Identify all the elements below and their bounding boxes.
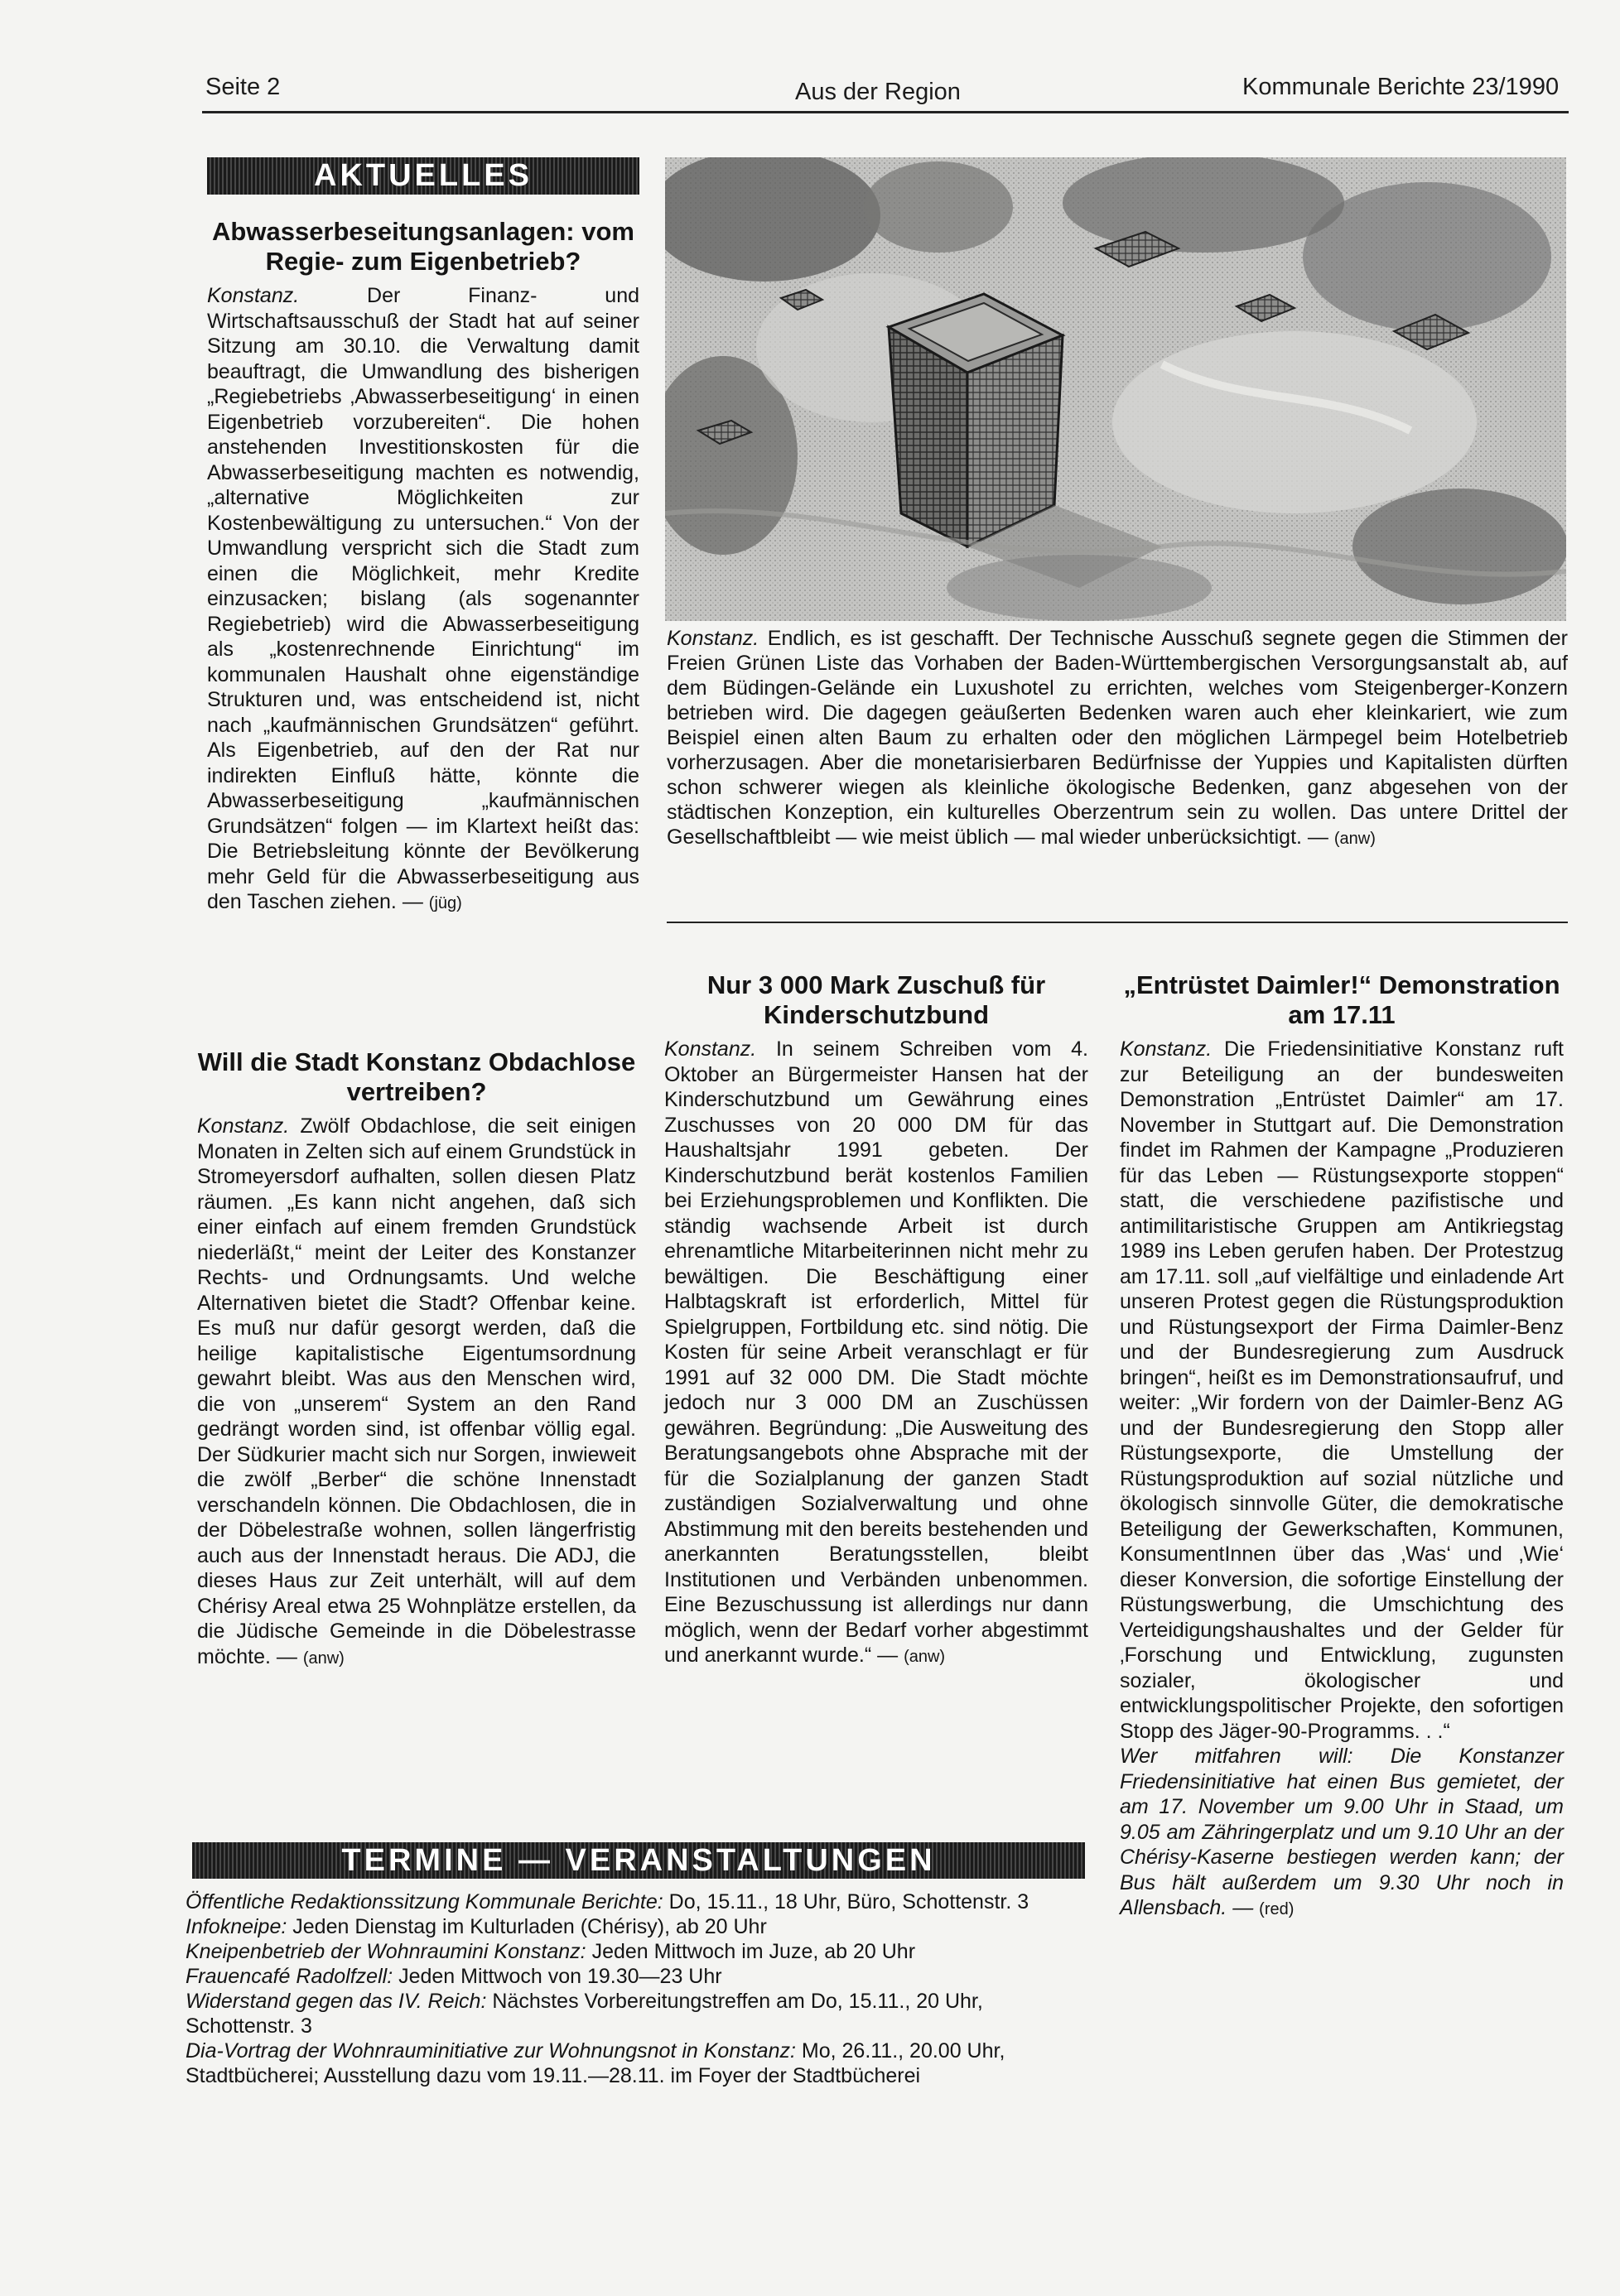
article-obdachlose-body: Zwölf Obdachlose, die seit einigen Monaten in Zelten sich auf einem Grundstück in Stromeyersdorf aufhalten, sollen diesen Platz räumen. „Es kann nicht angehen, daß sich einer einfach auf einem fremden Grundstück niederläßt,“ meint der Leiter des Konstanzer Rechts- und Ordnungsamts. Und welche Alternativen bietet die Stadt? Offenbar keine. Es muß nur dafür gesorgt werden, daß die heilige kapitalistische Eigentumsordnung gewahrt bleibt. Was aus den Menschen wird, die von „unserem“ System an den Rand gedrängt worden sind, ist offenbar völlig egal. Der Südkurier macht sich nur Sorgen, inwieweit die zwölf „Berber“ die schöne Innenstadt verschandeln können. Die Obdachlosen, die in der Döbelestraße wohnen, sollen längerfristig auch aus der Innenstadt heraus. Die ADJ, die dieses Haus zur Zeit unterhält, will auf dem Chérisy Areal etwa 25 Wohnplätze erstellen, da die Jüdische Gemeinde in die Döbelestrasse möchte. —	[197, 1114, 636, 1668]
event-title: Infokneipe:	[186, 1915, 287, 1938]
photo-caption-body: Endlich, es ist geschafft. Der Technische Ausschuß segnete gegen die Stimmen der Freien Grünen Liste das Vorhaben der Baden-Württembergischen Versorgungsanstalt ab, auf dem Büdingen-Gelände ein Luxushotel zu errichten, welches vom Steigenberger-Konzern betrieben wird. Die dagegen geäußerten Bedenken waren auch eher kleinkariert, wie zum Beispiel einen alten Baum zu erhalten oder den möglichen Lärmpegel beim Hotelbetrieb vorherzusagen. Aber die monetarisierbaren Bedürfnisse der Yuppies und Kapitalisten dürften schon schwerer wiegen als kleinliche ökologische Bedenken, ganz abgesehen von der städtischen Konzeption, ein kulturelles Oberzentrum sein zu wollen. Das untere Drittel der Gesellschaftbleibt — wie meist üblich — mal wieder unberücksichtigt. —	[667, 627, 1568, 849]
event-title: Frauencafé Radolfzell:	[186, 1965, 393, 1988]
event-item	[186, 1889, 1088, 1914]
caption-rule	[667, 922, 1568, 923]
page-number: Seite 2	[205, 74, 281, 100]
article-obdachlose-headline: Will die Stadt Konstanz Obdachlose vertreiben?	[197, 1047, 636, 1106]
article-daimler-place: Konstanz.	[1120, 1037, 1213, 1061]
article-obdachlose-place: Konstanz.	[197, 1114, 290, 1138]
event-detail: Do, 15.11., 18 Uhr, Büro, Schottenstr. 3	[668, 1890, 1029, 1913]
article-kinderschutz-headline: Nur 3 000 Mark Zuschuß für Kinderschutzbund	[706, 970, 1046, 1029]
photo-hotel-site-image	[665, 157, 1566, 621]
event-detail: Mo, 26.11., 20.00 Uhr, Stadtbücherei; Ausstellung dazu vom 19.11.—28.11. im Foyer der Stadtbücherei	[186, 2039, 1005, 2087]
article-daimler-headline: „Entrüstet Daimler!“ Demonstration am 17.11	[1123, 970, 1560, 1029]
article-abwasser-signature: (jüg)	[428, 894, 462, 912]
article-daimler-note: Wer mitfahren will: Die Konstanzer Friedensinitiative hat einen Bus gemietet, der am 17. November um 9.00 Uhr in Staad, um 9.05 am Zähringerplatz und um 9.10 Uhr an der Chérisy-Kaserne bestiegen werden kann; der Bus hält außerdem um 9.30 Uhr noch in Allensbach. —	[1120, 1745, 1564, 1919]
article-abwasser-place: Konstanz.	[207, 284, 300, 307]
event-item	[186, 1939, 1088, 1964]
article-daimler	[1120, 970, 1564, 1923]
event-item	[186, 2038, 1088, 2088]
banner-aktuelles-label: AKTUELLES	[314, 158, 533, 193]
banner-termine	[192, 1842, 1085, 1879]
event-item	[186, 1914, 1088, 1939]
photo-caption-place: Konstanz.	[667, 627, 759, 650]
event-detail: Jeden Dienstag im Kulturladen (Chérisy), ab 20 Uhr	[292, 1915, 767, 1938]
event-title: Kneipenbetrieb der Wohnraumini Konstanz:	[186, 1940, 586, 1963]
events-list	[186, 1889, 1088, 2088]
article-kinderschutz	[664, 970, 1088, 1670]
event-title: Widerstand gegen das IV. Reich:	[186, 1990, 487, 2013]
article-obdachlose	[197, 1047, 636, 1671]
article-abwasser	[207, 217, 639, 917]
banner-aktuelles	[207, 157, 639, 195]
event-title: Öffentliche Redaktionssitzung Kommunale Berichte:	[186, 1890, 663, 1913]
publication-issue: Kommunale Berichte 23/1990	[1242, 74, 1560, 100]
article-abwasser-headline: Abwasserbeseitungsanlagen: vom Regie- zum Eigenbetrieb?	[212, 217, 634, 276]
event-detail: Nächstes Vorbereitungstreffen am Do, 15.11., 20 Uhr, Schottenstr. 3	[186, 1990, 983, 2038]
article-kinderschutz-body: In seinem Schreiben vom 4. Oktober an Bürgermeister Hansen hat der Kinderschutzbund um Gewährung eines Zuschusses von 20 000 DM für das Haushaltsjahr 1991 gebeten. Der Kinderschutzbund berät kostenlos Familien bei Erziehungsproblemen und Konflikten. Die ständig wachsende Arbeit ist durch ehrenamtliche Mitarbeiterinnen nicht mehr zu bewältigen. Die Beschäftigung einer Halbtagskraft ist erforderlich, Mittel für Spielgruppen, Fortbildung etc. sind nötig. Die Kosten für seine Arbeit veranschlagt er für 1991 auf 32 000 DM. Die Stadt möchte jedoch nur 3 000 DM an Zuschüssen gewähren. Begründung: „Die Ausweitung des Beratungsangebots ohne Absprache mit der für die Sozialplanung der ganzen Stadt zuständigen Sozialverwaltung und ohne Abstimmung mit den bereits bestehenden und anerkannten Beratungsstellen, bleibt Institutionen und Verbänden unbenommen. Eine Bezuschussung ist allerdings nur dann möglich, wenn der Bedarf vorher abgestimmt und anerkannt wurde.“ —	[664, 1037, 1088, 1667]
article-kinderschutz-place: Konstanz.	[664, 1037, 757, 1061]
photo-caption-signature: (anw)	[1333, 830, 1376, 848]
header-rule	[202, 111, 1569, 113]
article-daimler-body: Die Friedensinitiative Konstanz ruft zur Beteiligung an der bundesweiten Demonstration „Entrüstet Daimler“ am 17. November in Stuttgart auf. Die Demonstration findet im Rahmen der Kampagne „Produzieren für das Leben — Rüstungsexporte stoppen“ statt, die verschiedene pazifistische und antimilitaristische Gruppen am Antikriegstag 1989 ins Leben gerufen haben. Der Protestzug am 17.11. soll „auf vielfältige und einladende Art unseren Protest gegen die Rüstungsproduktion und Rüstungsexport der Firma Daimler-Benz und der Bundesregierung zum Ausdruck bringen“, heißt es im Demonstrationsaufruf, und weiter: „Wir fordern von der Daimler-Benz AG und der Bundesregierung den Stopp aller Rüstungsexporte, die Umstellung der Rüstungsproduktion auf sozial nützliche und ökologisch sinnvolle Güter, die demokratische Beteiligung der Gewerkschaften, Kommunen, KonsumentInnen über das ‚Was‘ und ‚Wie‘ dieser Konversion, die sofortige Einstellung der Rüstungswerbung, die Umschichtung des Verteidigungshaushaltes und der Gelder für ‚Forschung und Entwicklung, zugunsten sozialer, ökologischer und entwicklungspolitischer Projekte, den sofortigen Stopp des Jäger-90-Programms. . .“	[1120, 1037, 1564, 1743]
article-obdachlose-signature: (anw)	[302, 1649, 345, 1668]
section-title: Aus der Region	[795, 79, 961, 105]
photo-hotel-site	[665, 157, 1566, 621]
article-kinderschutz-signature: (anw)	[904, 1648, 946, 1666]
event-item	[186, 1964, 1088, 1989]
photo-caption	[667, 626, 1568, 851]
article-daimler-signature: (red)	[1259, 1900, 1295, 1918]
event-detail: Jeden Mittwoch im Juze, ab 20 Uhr	[591, 1940, 916, 1963]
article-abwasser-body: Der Finanz- und Wirtschaftsausschuß der Stadt hat auf seiner Sitzung am 30.10. die Verwaltung damit beauftragt, die Umwandlung des bisherigen „Regiebetriebs ‚Abwasserbeseitigung‘ in einen Eigenbetrieb vorzubereiten“. Die hohen anstehenden Investitionskosten für die Abwasserbeseitigung machten es notwendig, „alternative Möglichkeiten zur Kostenbewältigung zu untersuchen.“ Von der Umwandlung verspricht sich die Stadt zum einen die Möglichkeit, mehr Kredite einzusacken; bislang (als sogenannter Regiebetrieb) wird die Abwasserbeseitigung als „kostenrechnende Einrichtung“ im kommunalen Haushalt ohne eigenständige Strukturen und, was entscheidend ist, nicht nach „kaufmännischen Grundsätzen“ geführt. Als Eigenbetrieb, auf den der Rat nur indirekten Einfluß hätte, könnte die Abwasserbeseitigung „kaufmännischen Grundsätzen“ folgen — im Klartext heißt das: Die Betriebsleitung könnte der Bevölkerung mehr Geld für die Abwasserbeseitigung aus den Taschen ziehen. —	[207, 284, 640, 913]
event-item	[186, 1989, 1088, 2038]
event-title: Dia-Vortrag der Wohnrauminitiative zur Wohnungsnot in Konstanz:	[186, 2039, 796, 2063]
banner-termine-label: TERMINE — VERANSTALTUNGEN	[341, 1843, 936, 1878]
event-detail: Jeden Mittwoch von 19.30—23 Uhr	[398, 1965, 722, 1988]
